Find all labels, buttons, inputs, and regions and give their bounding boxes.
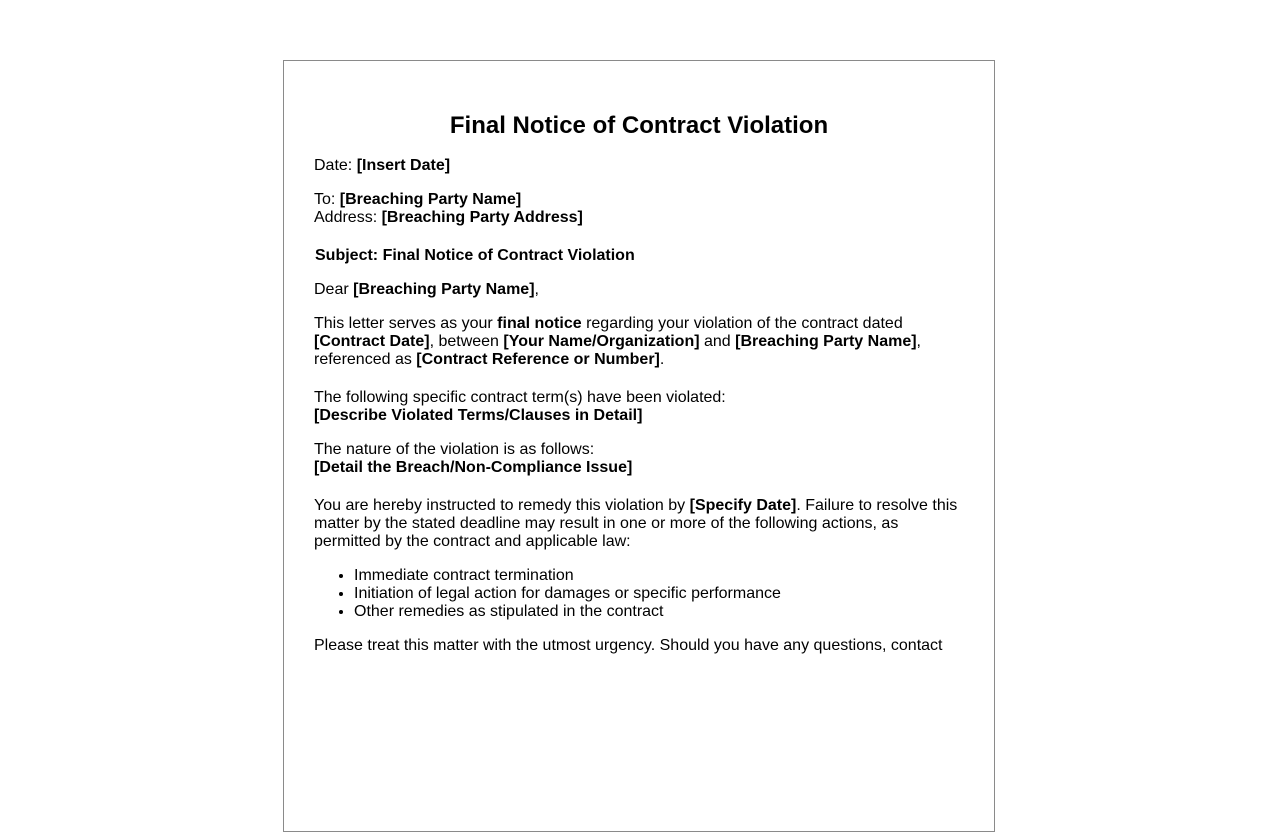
document-title: Final Notice of Contract Violation <box>449 112 829 139</box>
document-page <box>283 60 995 832</box>
breaching-party-placeholder: [Breaching Party Name] <box>735 333 917 350</box>
list-item: • Initiation of legal action for damages or specific performance <box>354 585 964 603</box>
salutation-name: [Breaching Party Name] <box>353 281 535 298</box>
list-item: • Immediate contract termination <box>354 567 964 585</box>
contract-date-placeholder: [Contract Date] <box>314 333 430 350</box>
address-label: Address: <box>314 209 382 226</box>
consequence-list <box>314 567 964 621</box>
intro-text: , referenced as <box>314 333 921 368</box>
subject-line: Subject: Final Notice of Contract Violation <box>315 247 635 264</box>
intro-text: , between <box>429 333 504 350</box>
remedy-text: You are hereby instructed to remedy this violation by <box>314 497 690 514</box>
intro-text: This letter serves as your <box>314 315 498 332</box>
closing-paragraph: Please treat this matter with the utmost urgency. Should you have any questions, contact <box>314 637 943 654</box>
date-line <box>314 157 964 175</box>
date-label: Date: <box>314 157 357 174</box>
violated-terms-lead: The following specific contract term(s) have been violated: <box>314 389 726 406</box>
violation-nature-paragraph <box>314 441 964 477</box>
to-label: To: <box>314 191 340 208</box>
recipient-block <box>314 191 964 227</box>
intro-paragraph <box>314 315 964 369</box>
salutation <box>314 281 964 299</box>
violated-terms-paragraph <box>314 389 964 425</box>
violated-terms-placeholder: [Describe Violated Terms/Clauses in Detail] <box>314 407 643 424</box>
violation-nature-placeholder: [Detail the Breach/Non-Compliance Issue] <box>314 459 633 476</box>
contract-reference-placeholder: [Contract Reference or Number] <box>416 351 660 368</box>
intro-text: regarding your violation of the contract dated <box>581 315 903 332</box>
salutation-prefix: Dear <box>314 281 354 298</box>
address-line <box>314 209 964 227</box>
remedy-text: . Failure to resolve this matter by the stated deadline may result in one or more of the following actions, as permitted by the contract and applicable law: <box>314 497 958 550</box>
intro-text: . <box>659 351 665 368</box>
to-value: [Breaching Party Name] <box>339 191 522 208</box>
violation-nature-lead: The nature of the violation is as follows: <box>314 441 595 458</box>
final-notice-emphasis: final notice <box>497 315 582 332</box>
to-line <box>314 191 964 209</box>
remedy-paragraph <box>314 497 964 551</box>
your-name-placeholder: [Your Name/Organization] <box>503 333 700 350</box>
list-item: • Other remedies as stipulated in the contract <box>354 603 964 621</box>
date-value: [Insert Date] <box>356 157 451 174</box>
remedy-date-placeholder: [Specify Date] <box>689 497 797 514</box>
address-value: [Breaching Party Address] <box>381 209 583 226</box>
salutation-suffix: , <box>534 281 539 298</box>
intro-text: and <box>699 333 736 350</box>
